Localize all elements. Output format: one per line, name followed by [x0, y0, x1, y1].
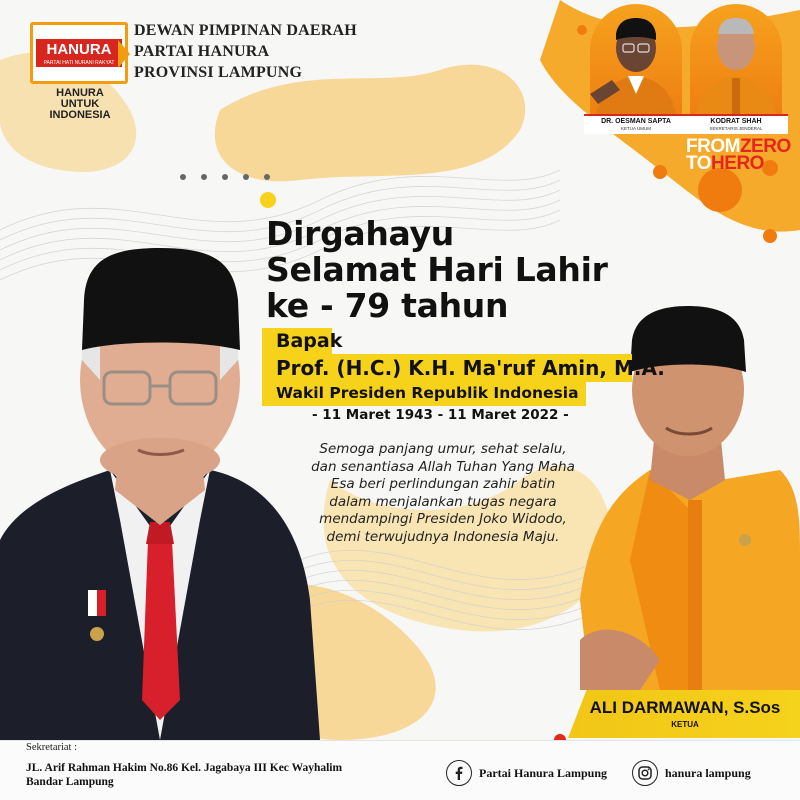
- ketua-name: ALI DARMAWAN, S.Sos: [589, 698, 781, 717]
- leader-photo-1: [590, 4, 682, 116]
- logo-brand: HANURA: [36, 39, 122, 59]
- ketua-role: KETUA: [671, 720, 699, 729]
- facebook-label: Partai Hanura Lampung: [479, 765, 608, 780]
- facebook-icon: [446, 760, 472, 786]
- leader-photo-2: [690, 4, 782, 116]
- logo-arrow-icon: [118, 40, 130, 68]
- address-line-2: Bandar Lampung: [26, 776, 114, 788]
- address-line-1: JL. Arif Rahman Hakim No.86 Kel. Jagabaya III Kec Wayhalim: [26, 762, 343, 774]
- logo-motto: HANURA UNTUK INDONESIA: [49, 87, 111, 121]
- honoree-name: Prof. (H.C.) K.H. Ma'ruf Amin, M.A.: [276, 356, 665, 380]
- message-line: dalam menjalankan tugas negara: [329, 493, 557, 510]
- headline-line-2: Selamat Hari Lahir: [266, 250, 608, 289]
- honoree-title: Wakil Presiden Republik Indonesia: [276, 384, 579, 402]
- headline-line-3: ke - 79 tahun: [266, 286, 509, 325]
- address-label: Sekretariat :: [26, 742, 78, 753]
- honoree-salutation: Bapak: [276, 330, 343, 352]
- leader-role-1: KETUA UMUM: [620, 126, 651, 131]
- leader-name-1: DR. OESMAN SAPTA: [601, 118, 671, 125]
- greeting-message: [278, 441, 608, 546]
- org-line-3: PROVINSI LAMPUNG: [134, 64, 303, 81]
- message-line: demi terwujudnya Indonesia Maju.: [326, 528, 560, 545]
- decorative-dots: [180, 174, 270, 180]
- leader-role-2: SEKRETARIS JENDERAL: [709, 126, 763, 131]
- dot: [201, 174, 207, 180]
- message-line: Semoga panjang umur, sehat selalu,: [319, 441, 567, 457]
- leader-plate-1: [584, 114, 688, 134]
- dot: [243, 174, 249, 180]
- headline: [266, 216, 608, 324]
- slogan-hero: HERO: [711, 153, 764, 174]
- slogan-zero: ZERO: [739, 136, 791, 157]
- birth-dates: - 11 Maret 1943 - 11 Maret 2022 -: [312, 407, 569, 423]
- organization-name: [134, 20, 357, 83]
- dot: [180, 174, 186, 180]
- instagram-label: hanura lampung: [665, 765, 751, 780]
- message-line: Esa beri perlindungan zahir batin: [330, 476, 556, 492]
- slogan-from: FROM: [686, 136, 740, 157]
- leader-name-2: KODRAT SHAH: [710, 118, 762, 125]
- facebook-link[interactable]: [446, 760, 607, 786]
- instagram-icon: [632, 760, 658, 786]
- hanura-logo: [30, 22, 128, 84]
- message-line: dan senantiasa Allah Tuhan Yang Maha: [311, 458, 575, 475]
- slogan-to: TO: [686, 153, 712, 174]
- org-line-2: PARTAI HANURA: [134, 43, 270, 60]
- dot: [264, 174, 270, 180]
- message-line: mendampingi Presiden Joko Widodo,: [319, 511, 567, 527]
- instagram-link[interactable]: [632, 760, 751, 786]
- slogan: [686, 138, 791, 172]
- headline-line-1: Dirgahayu: [266, 214, 454, 253]
- org-line-1: DEWAN PIMPINAN DAERAH: [134, 22, 357, 39]
- leader-plate-2: [684, 114, 788, 134]
- logo-tagline: PARTAI HATI NURANI RAKYAT: [36, 59, 122, 67]
- dot: [222, 174, 228, 180]
